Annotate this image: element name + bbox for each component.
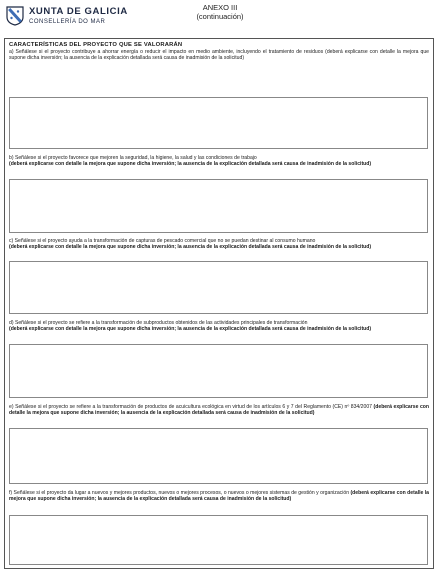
question-c	[9, 238, 429, 251]
section-title: CARACTERÍSTICAS DEL PROYECTO QUE SE VALORARÁN	[9, 42, 183, 48]
question-b-text: b) Señálese si el proyecto favorece que mejoren la seguridad, la higiene, la salud y las condiciones de trabajo (deberá explicarse con detalle la mejora que supone dicha inversión; la ausencia de la explicación detallada será causa de inadmisión de la solicitud)	[9, 155, 372, 168]
question-d-text: d) Señálese si el proyecto se refiere a la transformación de subproductos obtenidos de las actividades principales de transformación (deberá explicarse con detalle la mejora que supone dicha inversión; la ausencia de la explicación detallada será causa de inadmisión de la solicitud)	[9, 320, 372, 333]
question-e	[9, 404, 429, 417]
answer-field-d[interactable]	[9, 344, 428, 398]
annex-title: ANEXO III	[202, 3, 238, 12]
annex-heading	[180, 3, 260, 21]
brand-title: XUNTA DE GALICIA	[29, 6, 128, 17]
page-header	[0, 0, 439, 40]
annex-subtitle: (continuación)	[196, 12, 244, 21]
answer-field-c[interactable]	[9, 261, 428, 314]
answer-field-a[interactable]	[9, 97, 428, 149]
question-f	[9, 490, 429, 503]
question-e-text: e) Señálese si el proyecto se refiere a la transformación de productos de acuicultura ecológica en virtud de los artículos 6 y 7 del Reglamento (CE) nº 834/2007 (deberá explicarse con detalle la mejora que supone dicha inversión; la ausencia de la explicación detallada será causa de inadmisión de la solicitud)	[9, 404, 429, 417]
question-a-text: a) Señálese si el proyecto contribuye a ahorrar energía o reducir el impacto en medio ambiente, incluyendo el tratamiento de residuos (deberá explicarse con detalle la mejora que supone dicha inversión; la ausencia de la explicación detallada será causa de inadmisión de la solicitud)	[9, 49, 429, 62]
answer-field-f[interactable]	[9, 515, 428, 565]
brand-subtitle: CONSELLERÍA DO MAR	[29, 19, 106, 25]
question-c-text: c) Señálese si el proyecto ayuda a la transformación de capturas de pescado comercial que no se puedan destinar al consumo humano (deberá explicarse con detalle la mejora que supone dicha inversión; la ausencia de la explicación detallada será causa de inadmisión de la solicitud)	[9, 238, 372, 251]
xunta-coat-of-arms-icon	[6, 6, 24, 26]
answer-field-e[interactable]	[9, 428, 428, 484]
question-d	[9, 320, 429, 333]
question-f-text: f) Señálese si el proyecto da lugar a nuevos y mejores productos, nuevos o mejores procesos, o nuevos o mejores sistemas de gestión y organización (deberá explicarse con detalle la mejora que supone dicha inversión; la ausencia de la explicación detallada será causa de inadmisión de la solicitud)	[9, 490, 429, 503]
question-a	[9, 49, 429, 62]
question-b	[9, 155, 429, 168]
answer-field-b[interactable]	[9, 179, 428, 233]
